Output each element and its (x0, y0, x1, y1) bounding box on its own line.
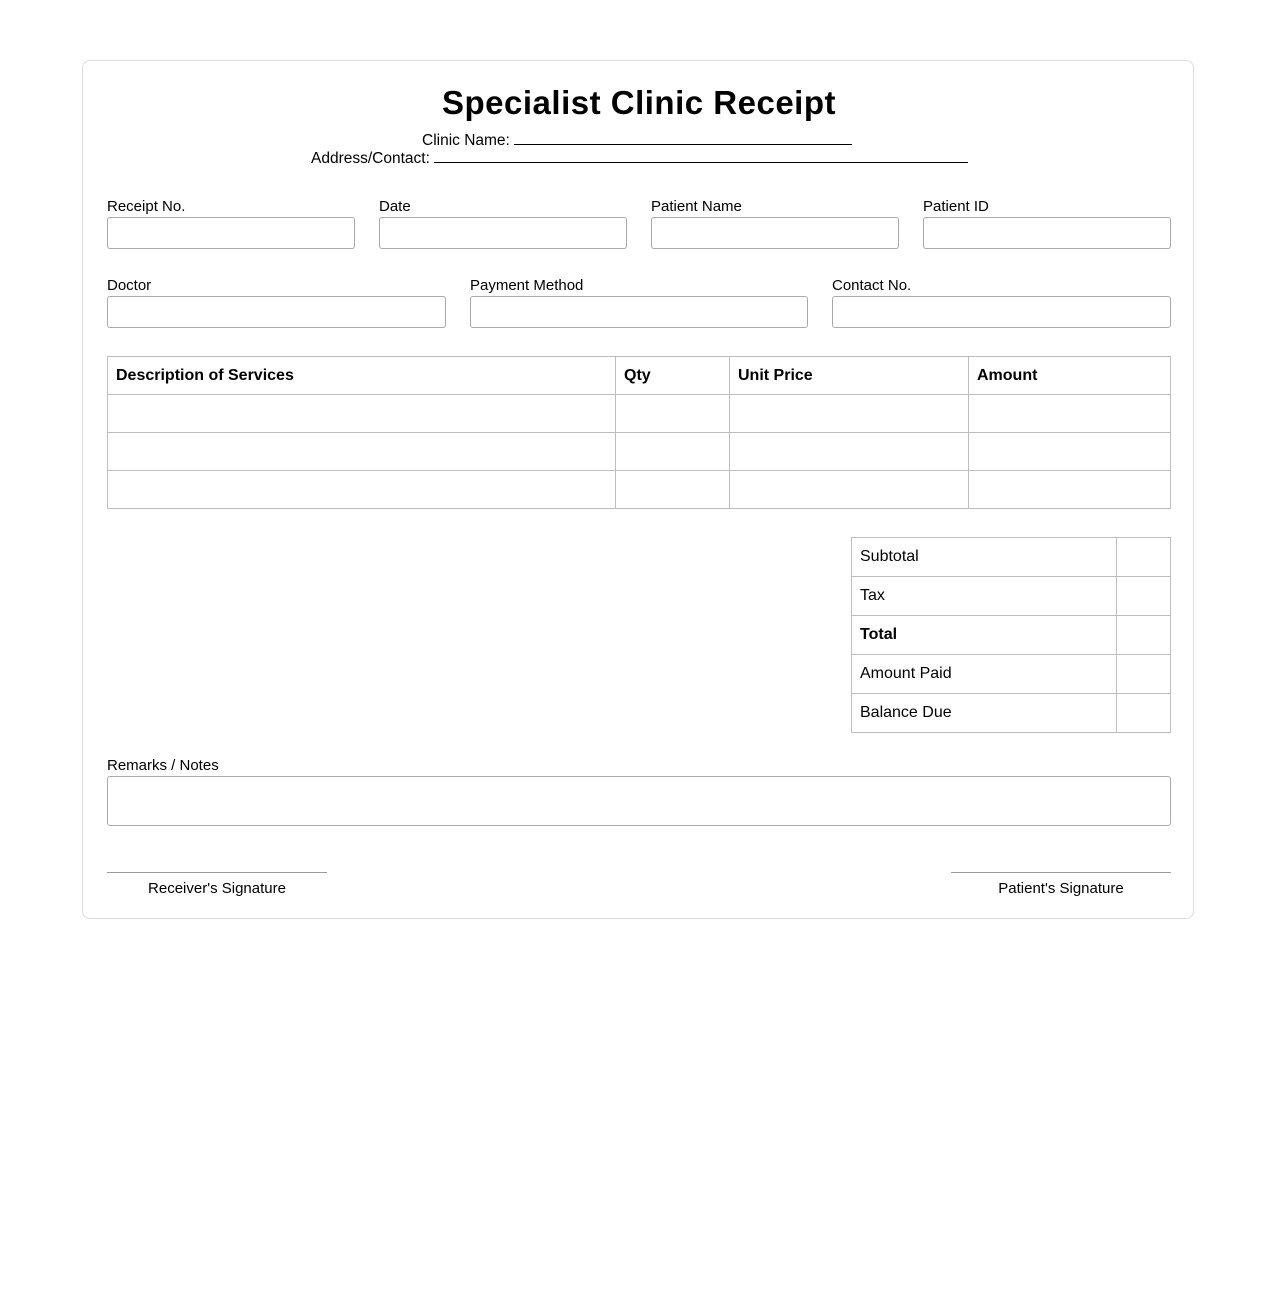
contact-no-label: Contact No. (832, 277, 912, 294)
table-row (108, 433, 1171, 471)
header-unit-price: Unit Price (730, 357, 969, 395)
contact-no-input[interactable] (832, 296, 1171, 328)
amount-cell[interactable] (969, 433, 1171, 471)
receipt-no-label: Receipt No. (107, 198, 186, 215)
address-contact-blank (434, 148, 968, 163)
address-contact-label: Address/Contact: (311, 150, 430, 167)
doctor-input[interactable] (107, 296, 446, 328)
subtotal-value[interactable] (1117, 538, 1171, 577)
header-amount: Amount (969, 357, 1171, 395)
services-header-row (108, 357, 1171, 395)
description-cell[interactable] (108, 471, 616, 509)
tax-row (852, 577, 1171, 616)
date-input[interactable] (379, 217, 627, 249)
patient-name-input[interactable] (651, 217, 899, 249)
receiver-signature-line: Receiver's Signature (107, 872, 327, 897)
clinic-name-blank (514, 130, 852, 145)
qty-cell[interactable] (616, 471, 730, 509)
patient-signature-line: Patient's Signature (951, 872, 1171, 897)
total-value[interactable] (1117, 616, 1171, 655)
unit-price-cell[interactable] (730, 471, 969, 509)
clinic-name-line (422, 130, 852, 150)
tax-value[interactable] (1117, 577, 1171, 616)
unit-price-cell[interactable] (730, 433, 969, 471)
header-description: Description of Services (108, 357, 616, 395)
patient-name-label: Patient Name (651, 198, 742, 215)
description-cell[interactable] (108, 395, 616, 433)
tax-label: Tax (852, 577, 1117, 616)
subtotal-row (852, 538, 1171, 577)
remarks-label: Remarks / Notes (107, 757, 219, 774)
receipt-no-input[interactable] (107, 217, 355, 249)
services-table (107, 356, 1171, 509)
amount-paid-row (852, 655, 1171, 694)
patient-id-input[interactable] (923, 217, 1171, 249)
total-row (852, 616, 1171, 655)
description-cell[interactable] (108, 433, 616, 471)
totals-table (851, 537, 1171, 733)
clinic-name-label: Clinic Name: (422, 132, 510, 149)
patient-id-label: Patient ID (923, 198, 989, 215)
balance-due-label: Balance Due (852, 694, 1117, 733)
qty-cell[interactable] (616, 433, 730, 471)
page-title: Specialist Clinic Receipt (442, 84, 836, 121)
qty-cell[interactable] (616, 395, 730, 433)
header-qty: Qty (616, 357, 730, 395)
doctor-label: Doctor (107, 277, 152, 294)
date-label: Date (379, 198, 411, 215)
amount-paid-value[interactable] (1117, 655, 1171, 694)
address-contact-line (311, 148, 968, 168)
total-label: Total (852, 616, 1117, 655)
balance-due-value[interactable] (1117, 694, 1171, 733)
subtotal-label: Subtotal (852, 538, 1117, 577)
amount-paid-label: Amount Paid (852, 655, 1117, 694)
amount-cell[interactable] (969, 395, 1171, 433)
table-row (108, 395, 1171, 433)
unit-price-cell[interactable] (730, 395, 969, 433)
balance-due-row (852, 694, 1171, 733)
remarks-textarea[interactable] (107, 776, 1171, 826)
payment-method-input[interactable] (470, 296, 808, 328)
table-row (108, 471, 1171, 509)
amount-cell[interactable] (969, 471, 1171, 509)
payment-method-label: Payment Method (470, 277, 584, 294)
